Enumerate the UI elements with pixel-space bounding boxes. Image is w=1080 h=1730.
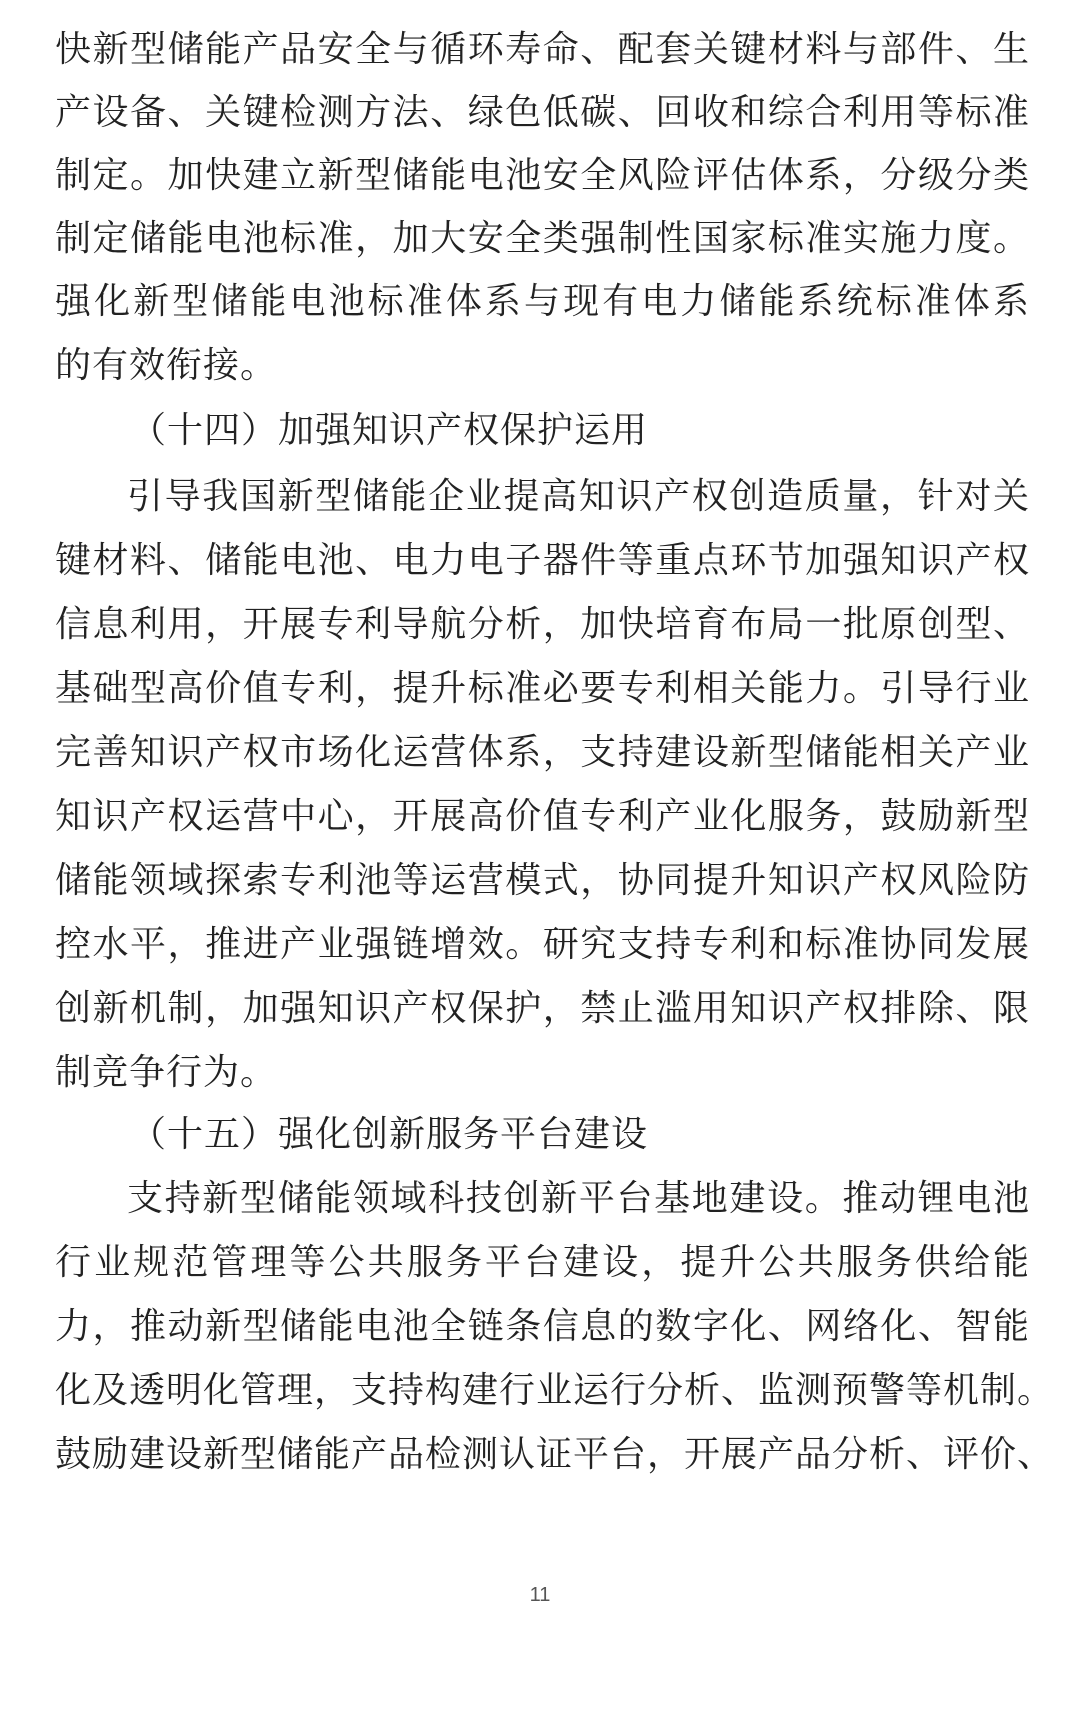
body-text-line: 储能领域探索专利池等运营模式，协同提升知识产权风险防 [55,860,1030,901]
body-text-line: 信息利用，开展专利导航分析，加快培育布局一批原创型、 [55,604,1030,645]
body-text-line: 制竞争行为。 [55,1052,278,1093]
body-text-line: 创新机制，加强知识产权保护，禁止滥用知识产权排除、限 [55,988,1030,1029]
body-text-line: 完善知识产权市场化运营体系，支持建设新型储能相关产业 [55,732,1030,773]
body-text-line: 基础型高价值专利，提升标准必要专利相关能力。引导行业 [55,668,1030,709]
body-text-line: 制定。加快建立新型储能电池安全风险评估体系，分级分类 [55,155,1030,196]
body-text-line: 知识产权运营中心，开展高价值专利产业化服务，鼓励新型 [55,796,1030,837]
section-heading: （十五）强化创新服务平台建设 [130,1114,649,1155]
body-text-line: 强化新型储能电池标准体系与现有电力储能系统标准体系 [55,281,1030,322]
body-text-line: 产设备、关键检测方法、绿色低碳、回收和综合利用等标准 [55,92,1030,133]
body-text-line: 力，推动新型储能电池全链条信息的数字化、网络化、智能 [55,1306,1030,1347]
body-text-line: 行业规范管理等公共服务平台建设，提升公共服务供给能 [55,1242,1030,1283]
body-text-line: 快新型储能产品安全与循环寿命、配套关键材料与部件、生 [55,29,1030,70]
body-text-line: 制定储能电池标准，加大安全类强制性国家标准实施力度。 [55,218,1030,259]
body-text-line: 的有效衔接。 [55,345,278,386]
body-text-line: 引导我国新型储能企业提高知识产权创造质量，针对关 [127,476,1030,517]
body-text-line: 支持新型储能领域科技创新平台基地建设。推动锂电池 [127,1178,1030,1219]
body-text-line: 鼓励建设新型储能产品检测认证平台，开展产品分析、评价、 [55,1434,1055,1475]
section-heading: （十四）加强知识产权保护运用 [130,410,649,451]
body-text-line: 控水平，推进产业强链增效。研究支持专利和标准协同发展 [55,924,1030,965]
body-text-line: 键材料、储能电池、电力电子器件等重点环节加强知识产权 [55,540,1030,581]
page-number: 11 [529,1584,551,1606]
body-text-line: 化及透明化管理，支持构建行业运行分析、监测预警等机制。 [55,1370,1055,1411]
